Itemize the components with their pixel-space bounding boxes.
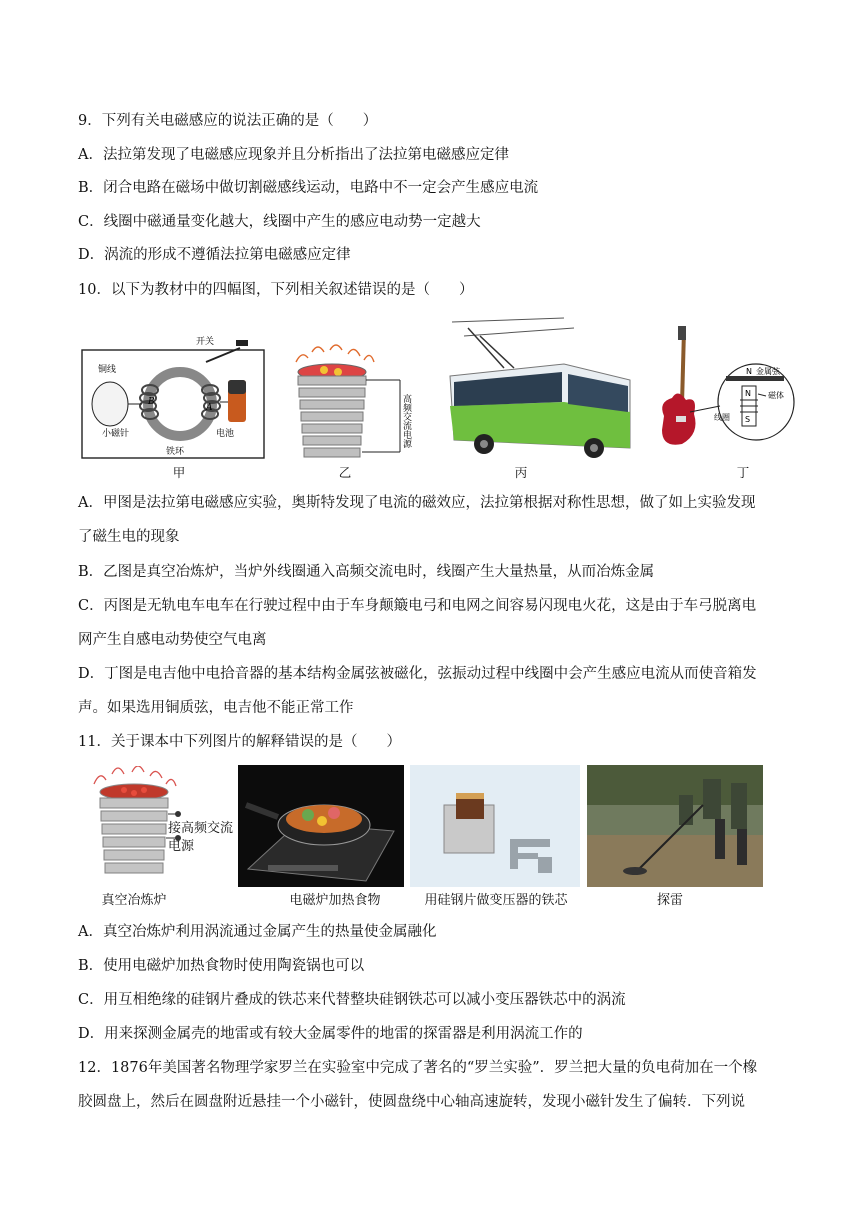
q9-option-b: B．闭合电路在磁场中做切割磁感线运动，电路中不一定会产生感应电流: [78, 180, 539, 196]
magnet-s-label: S: [745, 415, 751, 424]
caption-smelting-furnace: 真空冶炼炉: [101, 893, 167, 908]
n-label: N: [746, 367, 752, 376]
q9-option-d: D．涡流的形成不遵循法拉第电磁感应定律: [78, 247, 351, 263]
caption-bing: 丙: [514, 465, 528, 480]
magnet-label: 磁体: [768, 391, 784, 400]
q10-option-a-line1: A．甲图是法拉第电磁感应实验，奥斯特发现了电流的磁效应，法拉第根据对称性思想，做了如上实验发现: [78, 495, 756, 511]
point-b-label: B: [148, 397, 155, 407]
needle-label: 小磁针: [102, 429, 130, 439]
q10-option-d-line2: 声。如果选用铜质弦，电吉他不能正常工作: [78, 700, 354, 716]
coil-label: 线圈: [714, 413, 730, 422]
q11-option-a: A．真空冶炼炉利用涡流通过金属产生的热量使金属融化: [78, 924, 437, 940]
guitar-pickup-figure: [656, 324, 796, 462]
induction-cooker-photo: [238, 765, 404, 887]
magnet-n-label: N: [745, 389, 751, 398]
q10-stem: 10．以下为教材中的四幅图，下列相关叙述错误的是（ ）: [78, 282, 474, 298]
switch-label: 开关: [196, 337, 215, 347]
hf-power-label: 接高频交流电源: [168, 821, 234, 854]
q12-line2: 胶圆盘上，然后在圆盘附近悬挂一个小磁针，使圆盘绕中心轴高速旋转，发现小磁针发生了偏转．下列说: [78, 1094, 745, 1110]
iron-ring-label: 铁环: [166, 447, 185, 457]
q11-option-b: B．使用电磁炉加热食物时使用陶瓷锅也可以: [78, 958, 365, 974]
q11-option-d: D．用来探测金属壳的地雷或有较大金属零件的地雷的探雷器是利用涡流工作的: [78, 1026, 583, 1042]
caption-induction-cooker: 电磁炉加热食物: [289, 893, 381, 908]
mine-detection-photo: [587, 765, 763, 887]
q10-option-b: B．乙图是真空冶炼炉，当炉外线圈通入高频交流电时，线圈产生大量热量，从而冶炼金属: [78, 564, 655, 580]
caption-jia: 甲: [172, 465, 186, 480]
q10-option-c-line2: 网产生自感电动势使空气电离: [78, 632, 267, 648]
q11-stem: 11．关于课本中下列图片的解释错误的是（ ）: [78, 734, 401, 750]
q10-option-a-line2: 了磁生电的现象: [78, 529, 180, 545]
transformer-core-photo: [410, 765, 580, 887]
q10-option-d-line1: D．丁图是电吉他中电拾音器的基本结构金属弦被磁化，弦振动过程中线圈中会产生感应电流从而使音箱发: [78, 666, 757, 682]
caption-transformer-core: 用硅钢片做变压器的铁芯: [424, 893, 568, 908]
point-a-label: A: [206, 403, 213, 413]
caption-mine-detection: 探雷: [656, 893, 683, 908]
caption-yi: 乙: [338, 465, 352, 480]
copper-wire-label: 铜线: [98, 365, 117, 375]
q10-option-c-line1: C．丙图是无轨电车电车在行驶过程中由于车身颠簸电弓和电网之间容易闪现电火花，这是由于车弓脱离电: [78, 598, 757, 614]
trolleybus-figure: [444, 316, 634, 462]
faraday-ring-figure: [80, 332, 266, 460]
hf-source-label: 高频交流电源: [401, 394, 411, 448]
q9-option-a: A．法拉第发现了电磁感应现象并且分析指出了法拉第电磁感应定律: [78, 147, 509, 163]
q11-option-c: C．用互相绝缘的硅钢片叠成的铁芯来代替整块硅钢铁芯可以减小变压器铁芯中的涡流: [78, 992, 626, 1008]
q9-stem: 9．下列有关电磁感应的说法正确的是（ ）: [78, 113, 378, 129]
metal-string-label: 金属弦: [756, 367, 780, 376]
smelting-furnace-figure-b: [282, 342, 424, 460]
battery-label: 电池: [216, 429, 235, 439]
q9-option-c: C．线圈中磁通量变化越大，线圈中产生的感应电动势一定越大: [78, 214, 481, 230]
q12-line1: 12．1876年美国著名物理学家罗兰在实验室中完成了著名的“罗兰实验”．罗兰把大量的负电荷加在一个橡: [78, 1060, 758, 1076]
caption-ding: 丁: [736, 465, 750, 480]
